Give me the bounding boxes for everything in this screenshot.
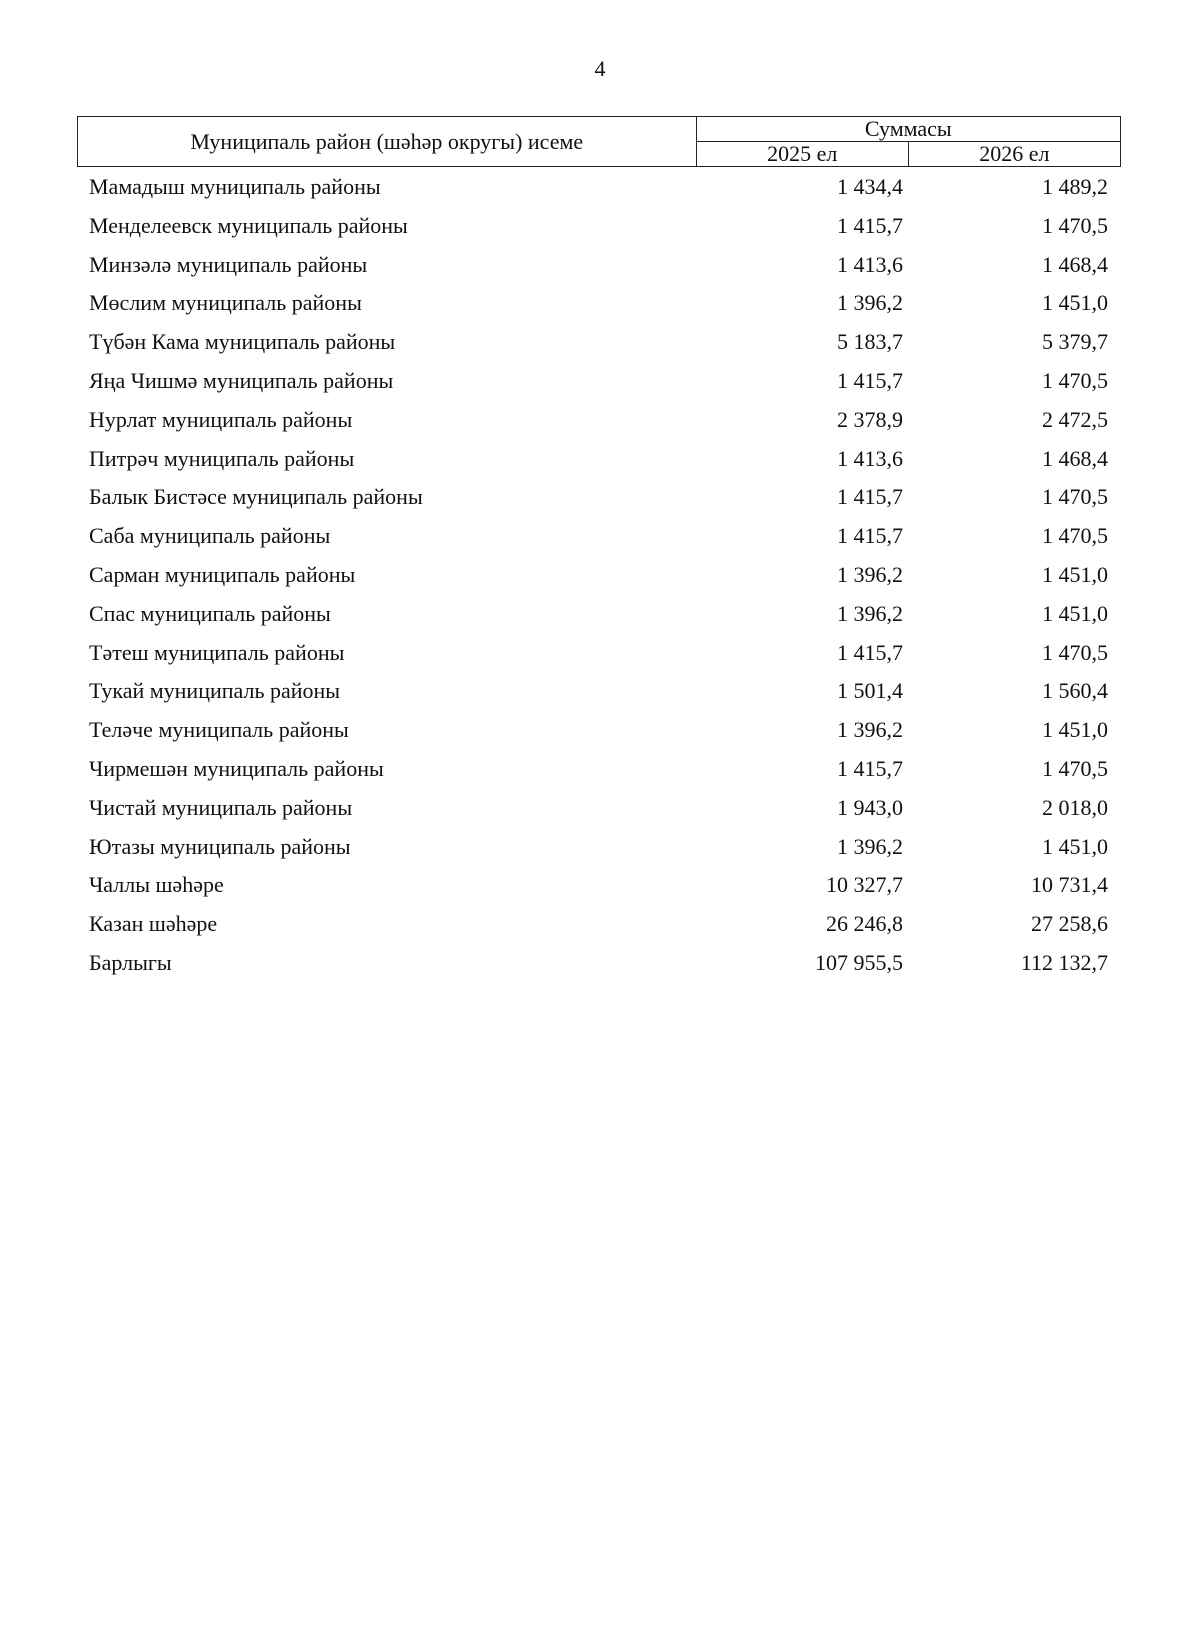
table-row <box>77 909 1121 948</box>
row-name: Питрәч муниципаль районы <box>89 445 355 471</box>
row-value-2026: 1 489,2 <box>1042 174 1108 199</box>
table-row <box>77 405 1121 444</box>
table-row <box>77 172 1121 211</box>
row-value-2026: 1 470,5 <box>1042 212 1108 238</box>
row-name: Яңа Чишмә муниципаль районы <box>89 367 394 393</box>
row-value-2026: 27 258,6 <box>1031 911 1108 937</box>
row-name: Түбән Кама муниципаль районы <box>89 329 396 355</box>
row-value-2025: 1 415,7 <box>837 484 903 510</box>
table-row <box>77 444 1121 483</box>
row-value-2025: 1 396,2 <box>837 833 903 859</box>
row-value-2026: 1 470,5 <box>1042 755 1108 781</box>
table-body <box>77 172 1121 987</box>
table-row <box>77 560 1121 599</box>
row-value-2026: 1 468,4 <box>1042 445 1108 471</box>
row-value-2026: 1 451,0 <box>1042 717 1108 743</box>
municipality-name-header: Муниципаль район (шәһәр округы) исеме <box>78 117 697 167</box>
row-name: Тукай муниципаль районы <box>89 678 341 704</box>
row-value-2026: 1 451,0 <box>1042 600 1108 626</box>
row-name: Нурлат муниципаль районы <box>89 406 353 432</box>
table-row <box>77 250 1121 289</box>
row-value-2025: 1 396,2 <box>837 561 903 587</box>
total-label: Барлыгы <box>89 949 172 975</box>
row-value-2025: 1 396,2 <box>837 290 903 316</box>
table-header <box>77 116 1121 167</box>
table-row <box>77 599 1121 638</box>
row-value-2025: 1 396,2 <box>837 600 903 626</box>
row-value-2026: 2 018,0 <box>1042 794 1108 820</box>
row-value-2026: 1 468,4 <box>1042 251 1108 277</box>
row-value-2026: 10 731,4 <box>1031 872 1108 898</box>
row-value-2025: 1 501,4 <box>837 678 903 704</box>
row-value-2026: 1 470,5 <box>1042 639 1108 665</box>
row-name: Мөслим муниципаль районы <box>89 290 362 316</box>
row-value-2025: 1 415,7 <box>837 212 903 238</box>
row-value-2026: 1 451,0 <box>1042 290 1108 316</box>
row-value-2025: 5 183,7 <box>837 329 903 355</box>
row-name: Балык Бистәсе муниципаль районы <box>89 484 423 510</box>
row-value-2026: 2 472,5 <box>1042 406 1108 432</box>
row-value-2025: 1 415,7 <box>837 755 903 781</box>
row-value-2025: 1 434,4 <box>837 174 903 199</box>
row-value-2025: 10 327,7 <box>826 872 903 898</box>
table-row <box>77 288 1121 327</box>
table-row <box>77 482 1121 521</box>
table-row <box>77 870 1121 909</box>
row-name: Чирмешән муниципаль районы <box>89 755 384 781</box>
row-value-2025: 1 415,7 <box>837 523 903 549</box>
row-name: Саба муниципаль районы <box>89 523 331 549</box>
year-2025-header: 2025 ел <box>696 142 908 167</box>
year-2026-header: 2026 ел <box>908 142 1120 167</box>
row-value-2025: 1 415,7 <box>837 367 903 393</box>
row-value-2026: 1 451,0 <box>1042 561 1108 587</box>
row-name: Чаллы шәһәре <box>89 872 224 898</box>
sum-header: Суммасы <box>696 117 1120 142</box>
row-value-2025: 1 415,7 <box>837 639 903 665</box>
row-value-2025: 26 246,8 <box>826 911 903 937</box>
table-row <box>77 366 1121 405</box>
row-name: Теләче муниципаль районы <box>89 717 349 743</box>
total-value-2025: 107 955,5 <box>815 949 903 975</box>
row-value-2025: 1 943,0 <box>837 794 903 820</box>
row-value-2025: 2 378,9 <box>837 406 903 432</box>
table-row <box>77 211 1121 250</box>
row-name: Тәтеш муниципаль районы <box>89 639 345 665</box>
row-value-2026: 1 470,5 <box>1042 484 1108 510</box>
row-value-2026: 1 451,0 <box>1042 833 1108 859</box>
row-name: Менделеевск муниципаль районы <box>89 212 408 238</box>
table-row <box>77 754 1121 793</box>
page-number: 4 <box>594 56 606 81</box>
table-row <box>77 327 1121 366</box>
row-value-2026: 5 379,7 <box>1042 329 1108 355</box>
table-row <box>77 638 1121 677</box>
row-value-2026: 1 470,5 <box>1042 523 1108 549</box>
row-name: Мамадыш муниципаль районы <box>89 174 381 199</box>
row-value-2025: 1 413,6 <box>837 445 903 471</box>
table-row <box>77 793 1121 832</box>
row-name: Казан шәһәре <box>89 911 218 937</box>
table-row-total <box>77 948 1121 987</box>
row-name: Чистай муниципаль районы <box>89 794 353 820</box>
total-value-2026: 112 132,7 <box>1020 949 1108 975</box>
row-name: Спас муниципаль районы <box>89 600 331 626</box>
table-row <box>77 715 1121 754</box>
row-value-2026: 1 470,5 <box>1042 367 1108 393</box>
row-name: Ютазы муниципаль районы <box>89 833 351 859</box>
row-value-2025: 1 396,2 <box>837 717 903 743</box>
row-value-2026: 1 560,4 <box>1042 678 1108 704</box>
table-row <box>77 676 1121 715</box>
table-row <box>77 832 1121 871</box>
row-value-2025: 1 413,6 <box>837 251 903 277</box>
row-name: Сарман муниципаль районы <box>89 561 356 587</box>
table-row <box>77 521 1121 560</box>
row-name: Минзәлә муниципаль районы <box>89 251 368 277</box>
